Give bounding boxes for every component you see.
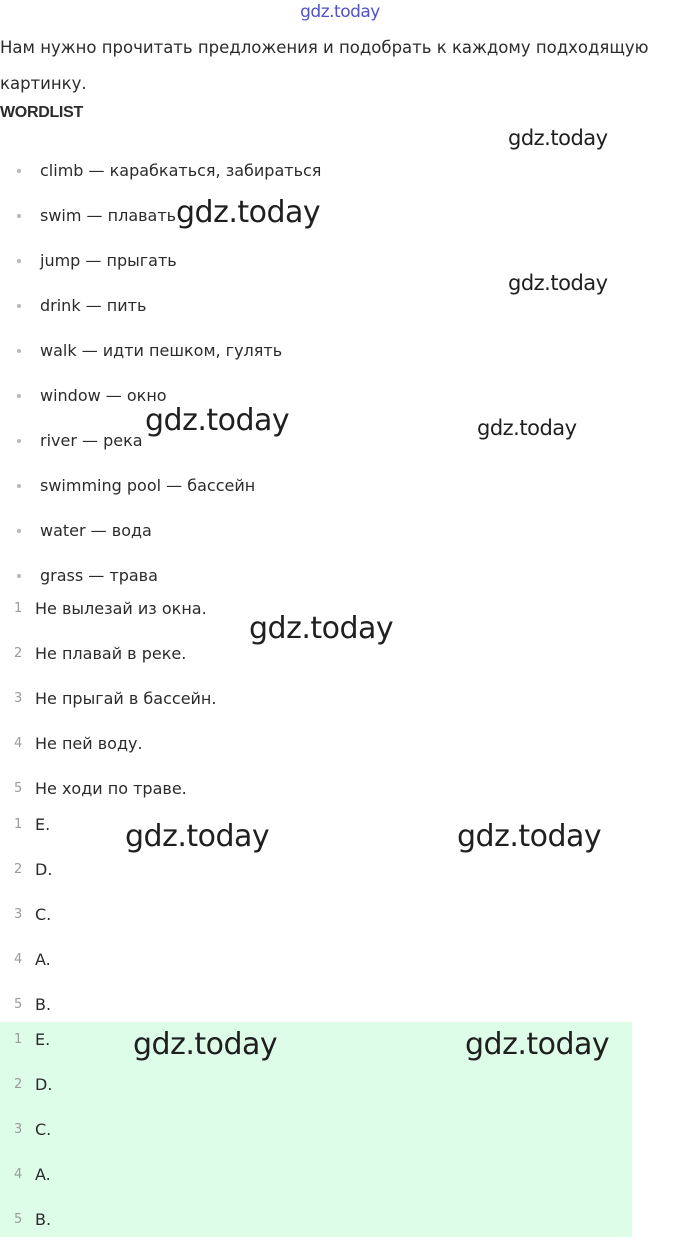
watermark: gdz.today: [457, 819, 602, 854]
answer-item: 4 A.: [14, 950, 51, 969]
sentence-item: 5 Не ходи по траве.: [14, 779, 187, 798]
list-item: swimming pool — бассейн: [0, 463, 321, 508]
watermark: gdz.today: [465, 1027, 610, 1062]
answer-item: 5 B.: [14, 1210, 52, 1229]
watermark: gdz.today: [145, 403, 290, 438]
list-item: jump — прыгать: [0, 238, 321, 283]
intro-text: Нам нужно прочитать предложения и подобрать к каждому подходящую картинку.: [0, 38, 649, 93]
bullet-icon: [17, 304, 21, 308]
answer-list-highlighted: [0, 1017, 52, 1242]
list-item: water — вода: [0, 508, 321, 553]
list-item: walk — идти пешком, гулять: [0, 328, 321, 373]
sentence-item: 1 Не вылезай из окна.: [14, 599, 207, 618]
bullet-icon: [17, 394, 21, 398]
answer-item: 2 D.: [14, 860, 53, 879]
bullet-icon: [17, 349, 21, 353]
sentence-item: 3 Не прыгай в бассейн.: [14, 689, 217, 708]
watermark: gdz.today: [133, 1027, 278, 1062]
answer-item: 3 C.: [14, 1120, 52, 1139]
sentence-item: 2 Не плавай в реке.: [14, 644, 187, 663]
answer-item: 2 D.: [14, 1075, 53, 1094]
answer-item: 1 E.: [14, 815, 51, 834]
bullet-icon: [17, 439, 21, 443]
answer-item: 3 C.: [14, 905, 52, 924]
list-item: grass — трава: [0, 553, 321, 598]
watermark: gdz.today: [125, 819, 270, 854]
watermark: gdz.today: [477, 416, 577, 440]
bullet-icon: [17, 214, 21, 218]
sentence-list: [0, 586, 216, 811]
bullet-icon: [17, 484, 21, 488]
answer-item: 1 E.: [14, 1030, 51, 1049]
list-item: drink — пить: [0, 283, 321, 328]
list-item: window — окно: [0, 373, 321, 418]
list-item: river — река: [0, 418, 321, 463]
bullet-icon: [17, 574, 21, 578]
bullet-icon: [17, 529, 21, 533]
watermark-top: gdz.today: [300, 2, 380, 22]
answer-list: [0, 802, 52, 1027]
wordlist-heading: WORDLIST: [0, 104, 83, 121]
watermark: gdz.today: [249, 611, 394, 646]
answer-item: 5 B.: [14, 995, 52, 1014]
watermark: gdz.today: [508, 271, 608, 295]
bullet-icon: [17, 169, 21, 173]
sentence-item: 4 Не пей воду.: [14, 734, 143, 753]
answer-item: 4 A.: [14, 1165, 51, 1184]
watermark: gdz.today: [508, 126, 608, 150]
watermark: gdz.today: [176, 195, 321, 230]
list-item: swim — плавать: [0, 193, 321, 238]
bullet-icon: [17, 259, 21, 263]
list-item: climb — карабкаться, забираться: [0, 148, 321, 193]
